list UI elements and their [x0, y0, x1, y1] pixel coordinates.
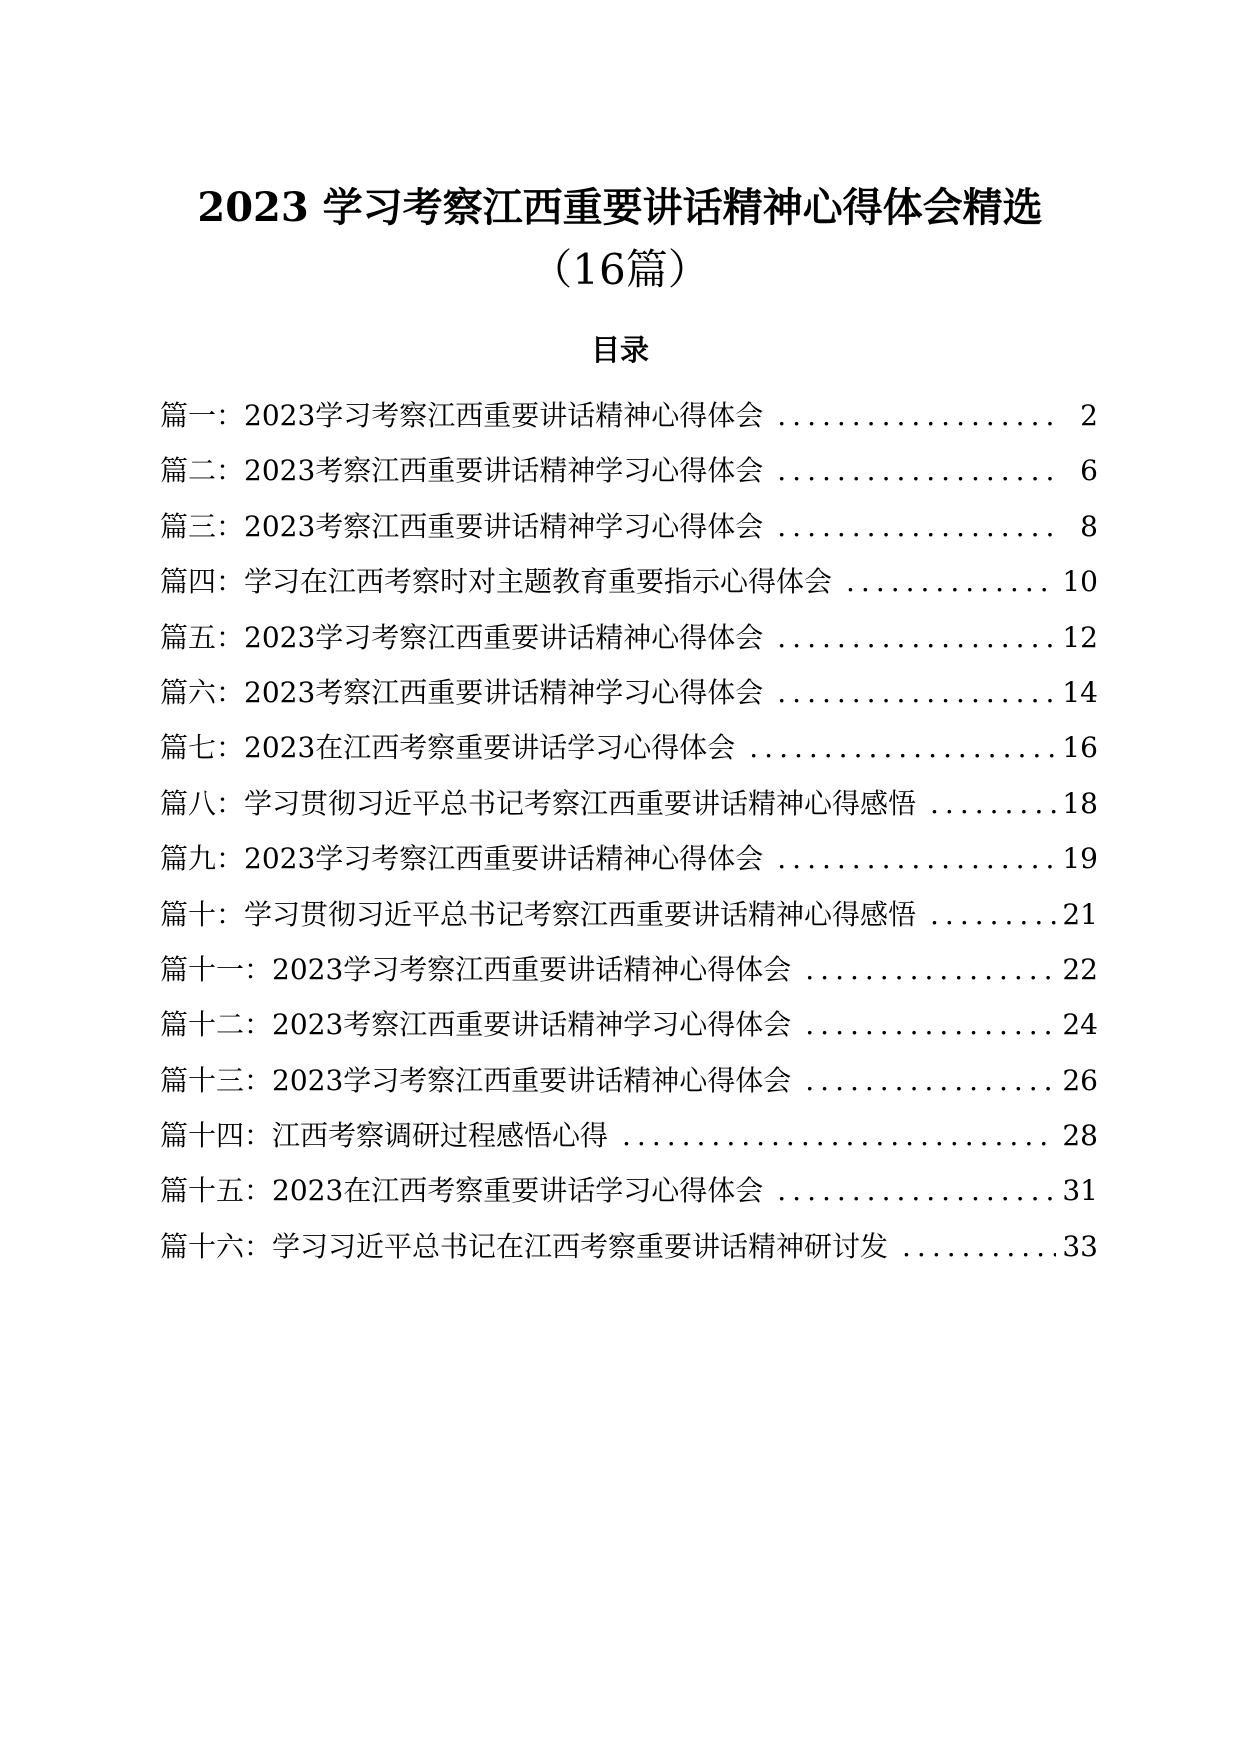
toc-page-number: 28 [1062, 1119, 1098, 1153]
toc-entry-label: 篇十六：学习习近平总书记在江西考察重要讲话精神研讨发 [160, 1229, 889, 1263]
toc-entry-15[interactable] [160, 1171, 1098, 1226]
toc-leader-dots [846, 562, 1056, 602]
table-of-contents [160, 396, 1098, 1282]
toc-leader-dots [930, 784, 1056, 824]
toc-page-number: 16 [1062, 731, 1098, 765]
toc-page-number: 33 [1062, 1229, 1098, 1263]
toc-entry-7[interactable] [160, 728, 1098, 783]
toc-entry-9[interactable] [160, 839, 1098, 894]
toc-page-number: 6 [1080, 454, 1098, 488]
toc-entry-label: 篇七：2023在江西考察重要讲话学习心得体会 [160, 731, 736, 765]
toc-page-number: 2 [1080, 399, 1098, 432]
title-line-1: 2023 学习考察江西重要讲话精神心得体会精选 [197, 183, 1043, 231]
toc-page-number: 19 [1062, 842, 1098, 876]
toc-leader-dots [777, 673, 1056, 713]
toc-entry-14[interactable] [160, 1116, 1098, 1171]
document-title [0, 177, 1240, 301]
toc-leader-dots [805, 1061, 1056, 1101]
toc-leader-dots [777, 507, 1056, 547]
toc-entry-5[interactable] [160, 618, 1098, 673]
toc-entry-4[interactable] [160, 562, 1098, 617]
toc-leader-dots [930, 895, 1056, 935]
toc-entry-13[interactable] [160, 1061, 1098, 1116]
toc-entry-label: 篇一：2023学习考察江西重要讲话精神心得体会 [160, 399, 764, 432]
toc-entry-16[interactable] [160, 1227, 1098, 1282]
toc-page-number: 21 [1062, 897, 1098, 931]
toc-page-number: 24 [1062, 1008, 1098, 1042]
toc-leader-dots [777, 1171, 1056, 1211]
toc-leader-dots [777, 451, 1056, 491]
toc-leader-dots [749, 728, 1056, 768]
toc-entry-3[interactable] [160, 507, 1098, 562]
toc-entry-2[interactable] [160, 451, 1098, 506]
toc-leader-dots [622, 1116, 1056, 1156]
toc-entry-label: 篇十四：江西考察调研过程感悟心得 [160, 1119, 609, 1153]
toc-entry-label: 篇十一：2023学习考察江西重要讲话精神心得体会 [160, 952, 792, 986]
toc-entry-label: 篇五：2023学习考察江西重要讲话精神心得体会 [160, 620, 764, 654]
toc-entry-label: 篇九：2023学习考察江西重要讲话精神心得体会 [160, 842, 764, 876]
toc-entry-1[interactable] [160, 396, 1098, 451]
toc-entry-label: 篇六：2023考察江西重要讲话精神学习心得体会 [160, 675, 764, 709]
toc-entry-label: 篇三：2023考察江西重要讲话精神学习心得体会 [160, 509, 764, 543]
toc-entry-label: 篇八：学习贯彻习近平总书记考察江西重要讲话精神心得感悟 [160, 786, 917, 820]
title-line-2: （16篇） [530, 244, 710, 294]
toc-page-number: 10 [1062, 565, 1098, 599]
toc-page-number: 26 [1062, 1063, 1098, 1097]
toc-heading: 目录 [590, 333, 649, 367]
toc-leader-dots [777, 396, 1056, 436]
toc-entry-11[interactable] [160, 950, 1098, 1005]
toc-entry-label: 篇十五：2023在江西考察重要讲话学习心得体会 [160, 1174, 764, 1208]
toc-leader-dots [805, 1005, 1056, 1045]
toc-entry-label: 篇二：2023考察江西重要讲话精神学习心得体会 [160, 454, 764, 488]
toc-page-number: 14 [1062, 675, 1098, 709]
toc-entry-6[interactable] [160, 673, 1098, 728]
toc-page-number: 8 [1080, 509, 1098, 543]
toc-entry-label: 篇十三：2023学习考察江西重要讲话精神心得体会 [160, 1063, 792, 1097]
toc-page-number: 22 [1062, 952, 1098, 986]
toc-leader-dots [902, 1227, 1056, 1267]
toc-entry-8[interactable] [160, 784, 1098, 839]
toc-entry-label: 篇十二：2023考察江西重要讲话精神学习心得体会 [160, 1008, 792, 1042]
toc-leader-dots [777, 618, 1056, 658]
toc-entry-label: 篇四：学习在江西考察时对主题教育重要指示心得体会 [160, 565, 833, 599]
toc-entry-10[interactable] [160, 895, 1098, 950]
toc-leader-dots [805, 950, 1056, 990]
toc-entry-label: 篇十：学习贯彻习近平总书记考察江西重要讲话精神心得感悟 [160, 897, 917, 931]
toc-page-number: 12 [1062, 620, 1098, 654]
toc-leader-dots [777, 839, 1056, 879]
toc-page-number: 31 [1062, 1174, 1098, 1208]
toc-page-number: 18 [1062, 786, 1098, 820]
toc-entry-12[interactable] [160, 1005, 1098, 1060]
